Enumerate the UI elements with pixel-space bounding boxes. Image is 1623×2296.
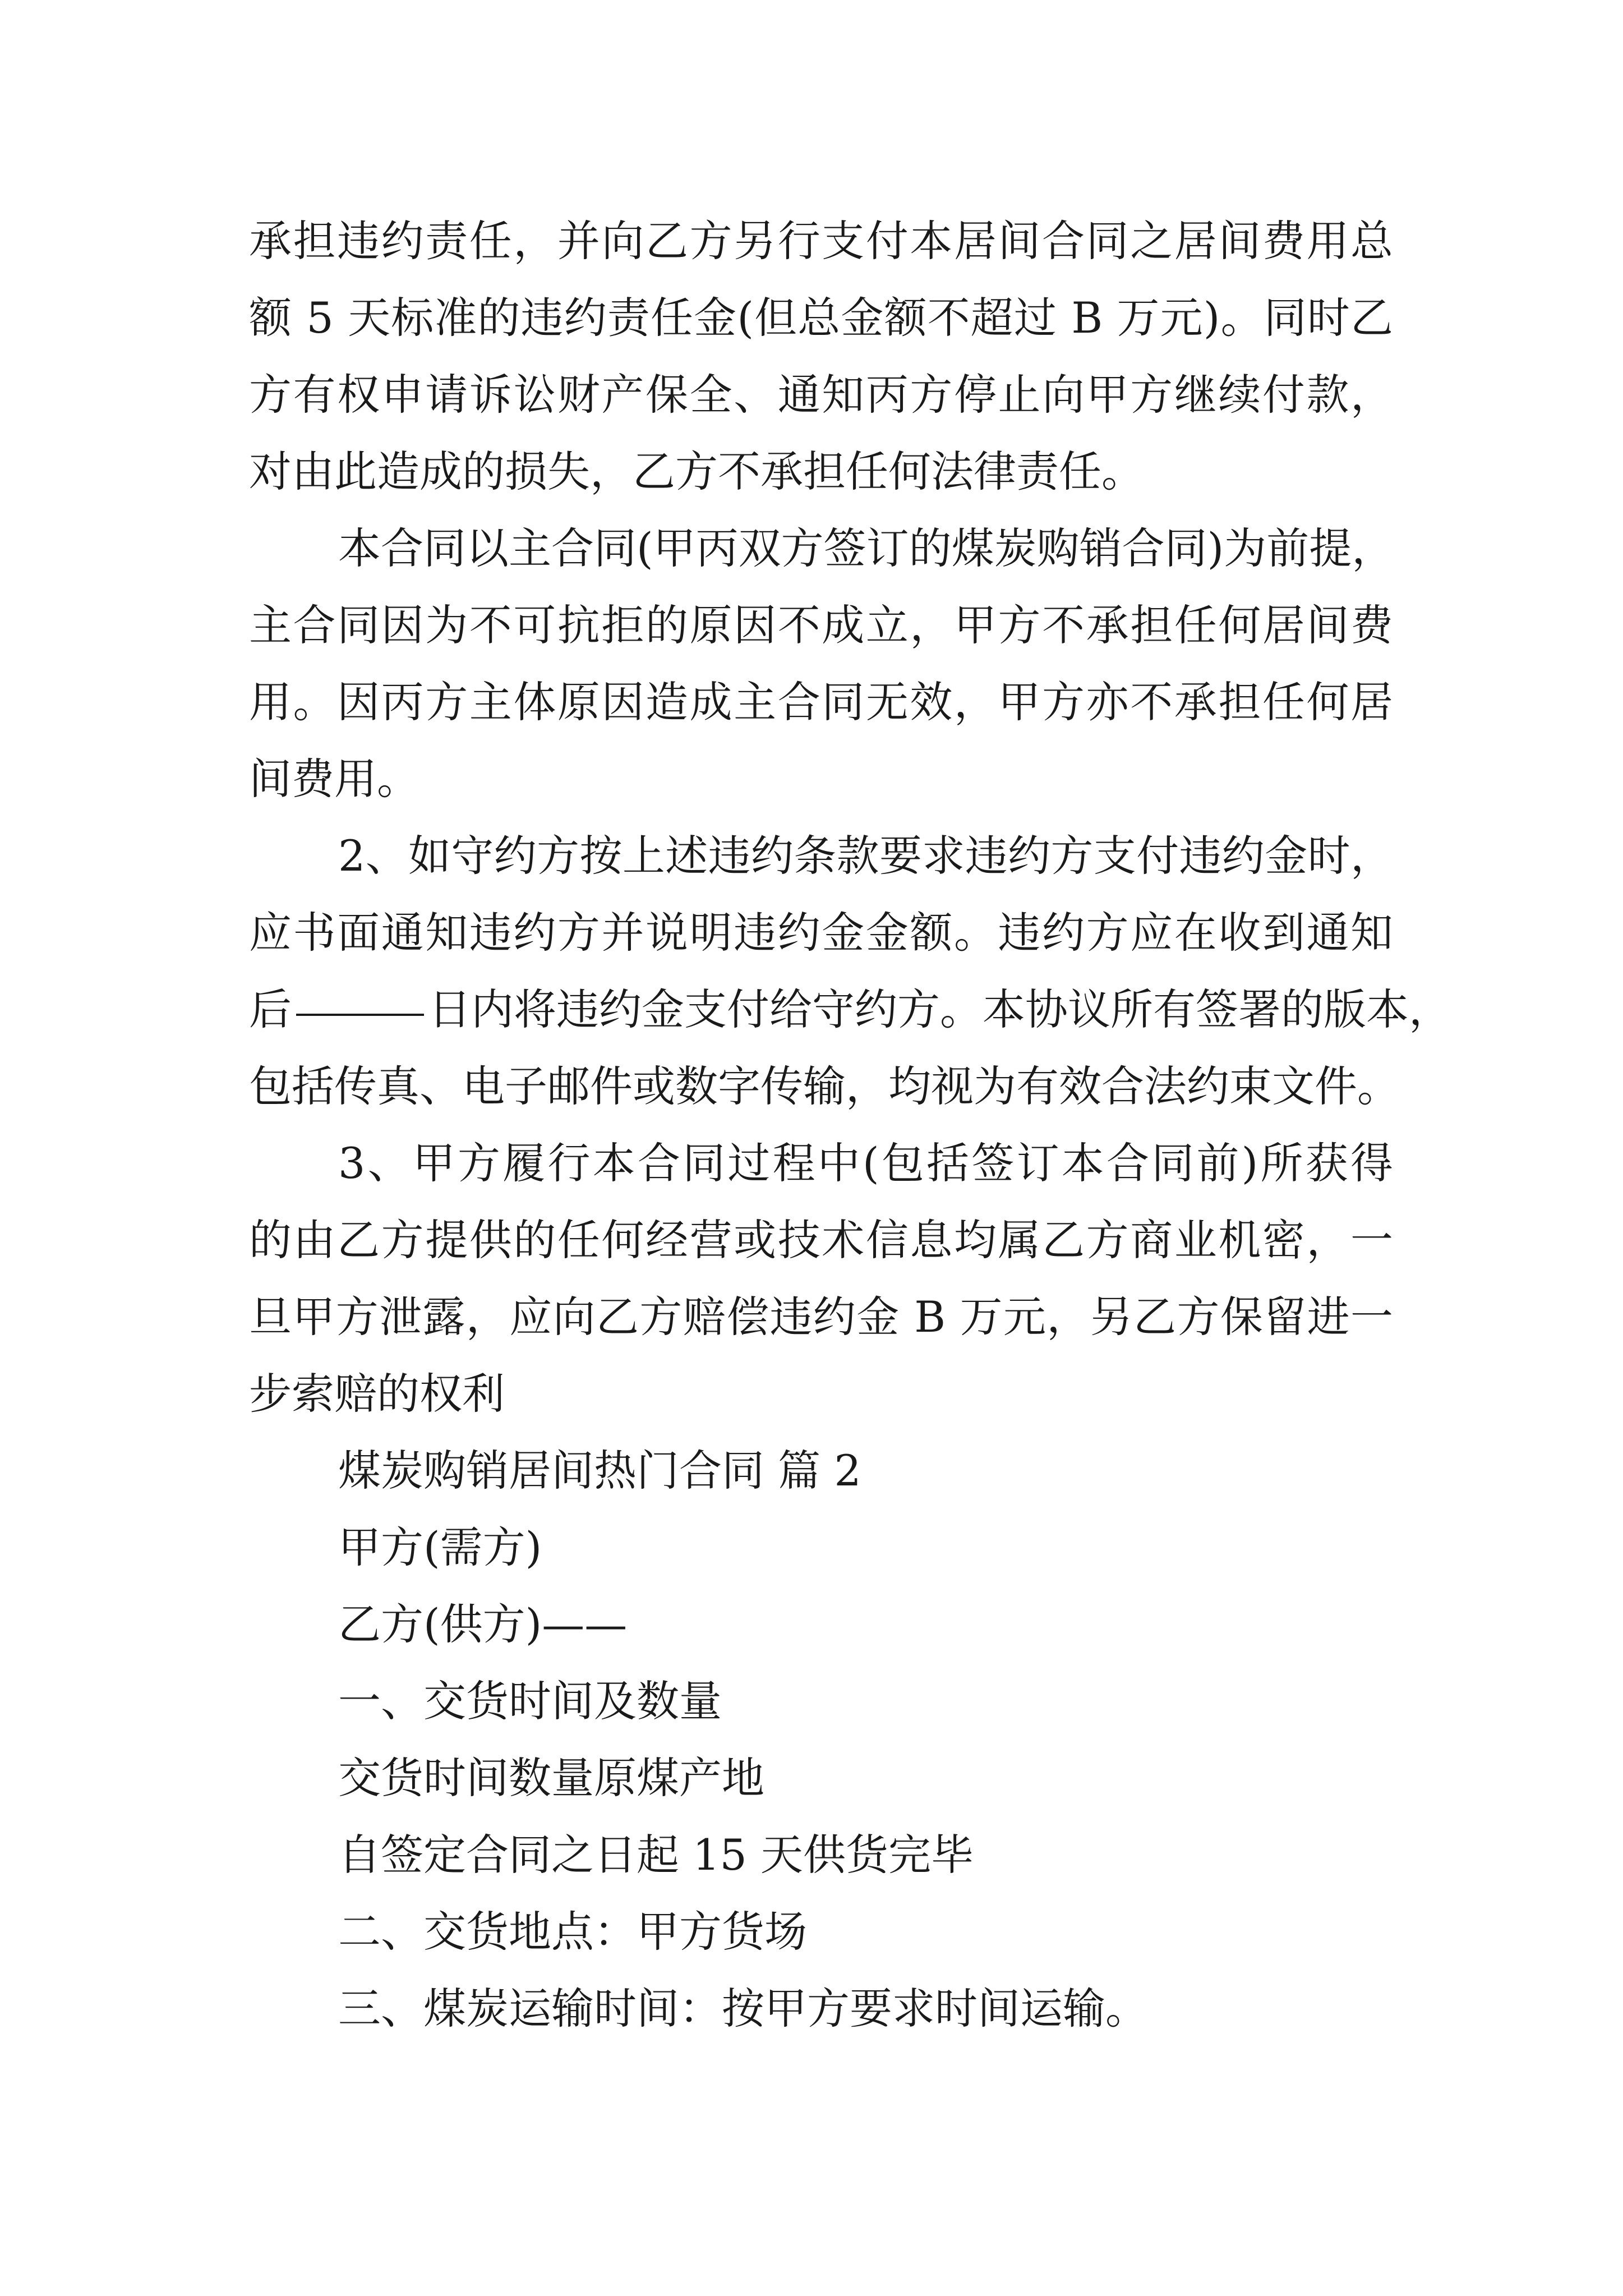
section-title: 煤炭购销居间热门合同 篇 2 xyxy=(338,1446,861,1496)
party-a: 甲方(需方) xyxy=(338,1522,542,1572)
paragraph-4-line-4: 步索赔的权利 xyxy=(249,1369,505,1419)
paragraph-3-line-3-start: 后 xyxy=(249,984,292,1034)
clause-2: 二、交货地点：甲方货场 xyxy=(338,1907,807,1957)
paragraph-2-line-3: 用。因丙方主体原因造成主合同无效，甲方亦不承担任何居 xyxy=(249,677,1393,727)
paragraph-4-line-2: 的由乙方提供的任何经营或技术信息均属乙方商业机密，一 xyxy=(249,1215,1393,1265)
paragraph-1-line-3: 方有权申请诉讼财产保全、通知丙方停止向甲方继续付款， xyxy=(249,370,1393,420)
paragraph-3-line-3-end: 日内将违约金支付给守约方。本协议所有签署的版本， xyxy=(428,984,1451,1034)
clause-1-title: 一、交货时间及数量 xyxy=(338,1676,722,1726)
paragraph-4-line-3: 旦甲方泄露，应向乙方赔偿违约金 B 万元，另乙方保留进一 xyxy=(249,1292,1393,1342)
clause-1-detail: 自签定合同之日起 15 天供货完毕 xyxy=(338,1830,974,1880)
paragraph-1-line-4: 对由此造成的损失，乙方不承担任何法律责任。 xyxy=(249,447,1144,496)
clause-1-header: 交货时间数量原煤产地 xyxy=(338,1753,764,1803)
paragraph-1-line-1: 承担违约责任，并向乙方另行支付本居间合同之居间费用总 xyxy=(249,216,1393,266)
paragraph-3-line-2: 应书面通知违约方并说明违约金金额。违约方应在收到通知 xyxy=(249,908,1393,958)
paragraph-3-line-1: 2、如守约方按上述违约条款要求违约方支付违约金时， xyxy=(338,831,1393,881)
party-b: 乙方(供方)—— xyxy=(338,1599,628,1649)
paragraph-3-line-4: 包括传真、电子邮件或数字传输，均视为有效合法约束文件。 xyxy=(249,1061,1400,1111)
paragraph-2-line-4: 间费用。 xyxy=(249,754,419,804)
paragraph-3-line-3 xyxy=(249,983,1451,1037)
paragraph-2-line-1: 本合同以主合同(甲丙双方签订的煤炭购销合同)为前提， xyxy=(338,523,1395,573)
paragraph-2-line-2: 主合同因为不可抗拒的原因不成立，甲方不承担任何居间费 xyxy=(249,600,1393,650)
blank-line xyxy=(296,1010,424,1016)
paragraph-1-line-2: 额 5 天标准的违约责任金(但总金额不超过 B 万元)。同时乙 xyxy=(249,293,1393,343)
clause-3: 三、煤炭运输时间：按甲方要求时间运输。 xyxy=(338,1984,1148,2033)
paragraph-4-line-1: 3、甲方履行本合同过程中(包括签订本合同前)所获得 xyxy=(338,1138,1393,1188)
